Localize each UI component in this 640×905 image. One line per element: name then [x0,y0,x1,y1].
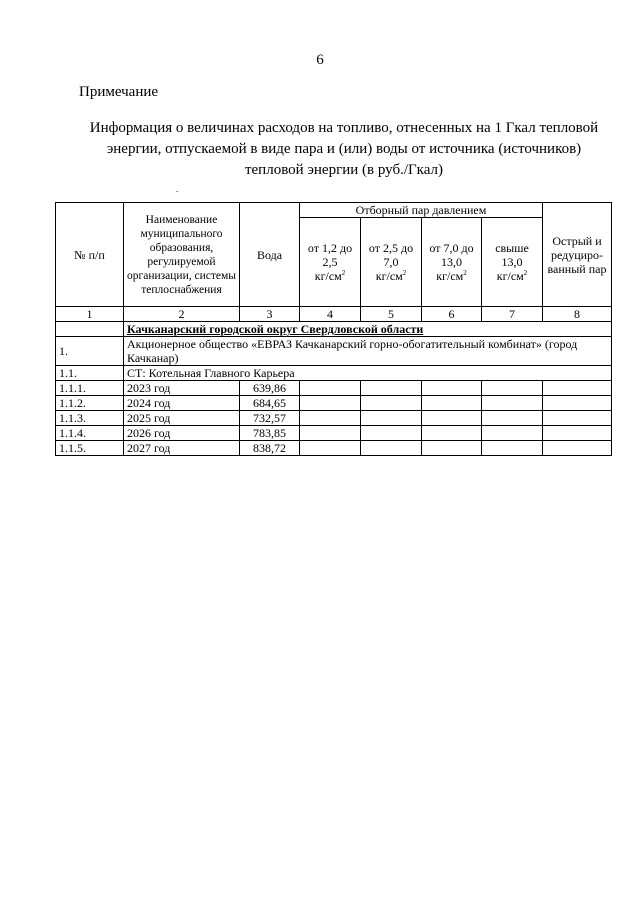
col-number-8: 8 [543,307,612,322]
empty-cell [482,426,543,441]
table-row [56,381,612,396]
col-number-3: 3 [240,307,300,322]
document-title: Информация о величинах расходов на топливо, отнесенных на 1 Гкал тепловой энергии, отпускаемой в виде пара и (или) воды от источника (источников) тепловой энергии (в руб./Гкал) [89,120,599,178]
row-num: 1.1.3. [56,411,124,426]
row-water-value: 783,85 [240,426,300,441]
row-num: 1.1.5. [56,441,124,456]
empty-cell [422,381,482,396]
fuel-cost-table [55,202,612,456]
row-year: 2026 год [124,426,240,441]
row-num: 1.1.1. [56,381,124,396]
row-num: 1.1.4. [56,426,124,441]
header-name: Наименование муниципального образования, регулируемой организации, системы теплоснабжения [124,203,240,307]
empty-cell [543,426,612,441]
empty-cell [361,441,422,456]
header-steam-group: Отборный пар давлением [300,203,543,218]
empty-cell [543,396,612,411]
empty-cell [361,381,422,396]
row-year: 2025 год [124,411,240,426]
col-number-4: 4 [300,307,361,322]
org-name: Акционерное общество «ЕВРАЗ Качканарский горно-обогатительный комбинат» (город Качканар) [124,337,612,366]
header-pressure-1: от 1,2 до 2,5 $кг/см^2$ [300,218,361,307]
table-row [56,441,612,456]
page-number: 6 [316,52,324,68]
empty-cell [300,411,361,426]
empty-cell [543,411,612,426]
org-num: 1. [56,337,124,366]
header-num: № п/п [56,203,124,307]
col-number-5: 5 [361,307,422,322]
empty-cell [422,396,482,411]
row-water-value: 838,72 [240,441,300,456]
empty-cell [300,381,361,396]
note-heading: Примечание [79,84,159,100]
col-number-1: 1 [56,307,124,322]
empty-cell [482,396,543,411]
region-row [124,322,612,337]
col-number-7: 7 [482,307,543,322]
row-water-value: 684,65 [240,396,300,411]
region-num-cell [56,322,124,337]
empty-cell [482,381,543,396]
col-number-6: 6 [422,307,482,322]
header-pressure-2: от 2,5 до 7,0 $кг/см^2$ [361,218,422,307]
empty-cell [300,426,361,441]
row-num: 1.1.2. [56,396,124,411]
empty-cell [361,396,422,411]
row-year: 2024 год [124,396,240,411]
system-name: СТ: Котельная Главного Карьера [124,366,612,381]
table-row [56,426,612,441]
empty-cell [422,411,482,426]
region-name: Качканарский городской округ Свердловской области [127,322,424,336]
header-pressure-4: свыше 13,0 $кг/см^2$ [482,218,543,307]
table-row [56,411,612,426]
empty-cell [361,411,422,426]
table-row [56,396,612,411]
empty-cell [543,441,612,456]
system-num: 1.1. [56,366,124,381]
row-water-value: 732,57 [240,411,300,426]
empty-cell [300,441,361,456]
header-water: Вода [240,203,300,307]
row-year: 2027 год [124,441,240,456]
stray-dot-mark: . [176,184,179,194]
header-pressure-3: от 7,0 до 13,0 $кг/см^2$ [422,218,482,307]
empty-cell [422,426,482,441]
row-water-value: 639,86 [240,381,300,396]
col-number-2: 2 [124,307,240,322]
empty-cell [543,381,612,396]
empty-cell [482,441,543,456]
empty-cell [422,441,482,456]
empty-cell [361,426,422,441]
row-year: 2023 год [124,381,240,396]
empty-cell [300,396,361,411]
empty-cell [482,411,543,426]
header-sharp-steam: Острый и редуциро-ванный пар [543,203,612,307]
